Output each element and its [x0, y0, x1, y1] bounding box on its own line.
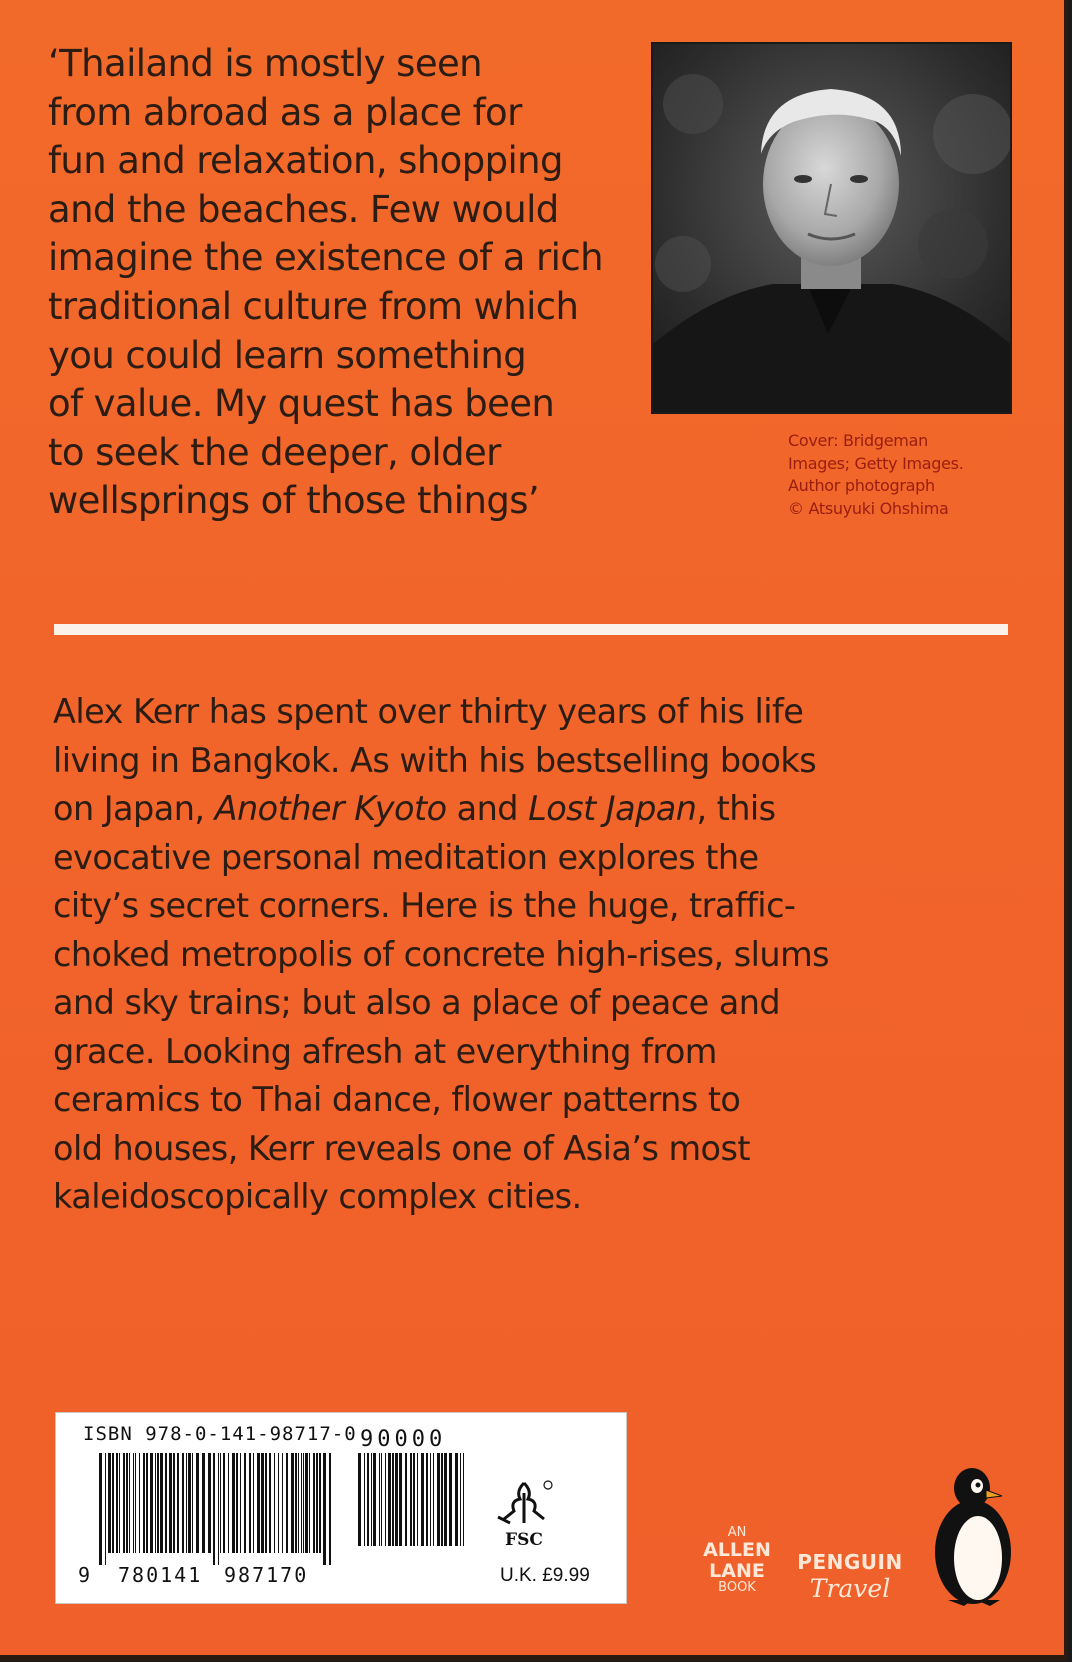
barcode-bar [381, 1453, 382, 1546]
barcode-bar [236, 1453, 238, 1553]
allen-lane-lane: LANE [709, 1560, 765, 1582]
barcode-bar [413, 1453, 415, 1546]
image-credits [788, 430, 1018, 520]
barcode-bar [196, 1453, 199, 1553]
barcode-digits-left: 780141 [118, 1563, 203, 1587]
barcode-bar [169, 1453, 172, 1553]
description-line: old houses, Kerr reveals one of Asia’s most [53, 1128, 750, 1168]
barcode-bar [455, 1453, 458, 1546]
barcode-bar [146, 1453, 148, 1553]
barcode-bar [116, 1453, 118, 1553]
description-line: living in Bangkok. As with his bestselling books [53, 740, 817, 780]
quote-line: from abroad as a place for [48, 90, 522, 134]
barcode-bar [232, 1453, 235, 1553]
barcode-prefix-digit: 9 [78, 1563, 91, 1587]
barcode-bar [99, 1453, 102, 1565]
barcode-bar [388, 1453, 391, 1546]
barcode-bar [265, 1453, 267, 1553]
barcode-bar [192, 1453, 193, 1553]
barcode-bar [463, 1453, 464, 1546]
barcode-bar [309, 1453, 310, 1553]
barcode-bar [253, 1453, 254, 1553]
barcode-bar [441, 1453, 443, 1546]
barcode-bar [437, 1453, 440, 1546]
description-line: choked metropolis of concrete high-rises, slums [53, 934, 830, 974]
description-text: and [446, 789, 529, 828]
description-line: evocative personal meditation explores the [53, 837, 759, 877]
barcode-bar [405, 1453, 407, 1546]
barcode-bar [392, 1453, 394, 1546]
barcode-bar [444, 1453, 447, 1546]
barcode-bar [123, 1453, 125, 1553]
barcode-bar [278, 1453, 279, 1553]
fsc-logo [484, 1479, 564, 1550]
barcode-bar [188, 1453, 191, 1553]
barcode-bar [295, 1453, 297, 1553]
author-photograph [651, 42, 1012, 414]
barcode-bar [395, 1453, 398, 1546]
barcode-bar [410, 1453, 412, 1546]
barcode-bar [202, 1453, 205, 1553]
barcode-bar [135, 1453, 136, 1553]
penguin-travel-imprint [790, 1550, 910, 1603]
barcode-bar [126, 1453, 128, 1553]
penguin-logo-icon [928, 1460, 1018, 1610]
barcode-bar [165, 1453, 167, 1553]
credit-line: Images; Getty Images. [788, 453, 964, 473]
barcode-bar [157, 1453, 159, 1553]
allen-lane-book: BOOK [718, 1580, 756, 1595]
barcode-bar [303, 1453, 304, 1553]
credit-line: © Atsuyuki Ohshima [788, 498, 949, 518]
barcode-bar [460, 1453, 461, 1546]
description-line: and sky trains; but also a place of peace and [53, 983, 781, 1022]
barcode-bar [399, 1453, 402, 1546]
barcode-bar [208, 1453, 211, 1553]
allen-lane-an: AN [727, 1525, 747, 1540]
barcode-bar [316, 1453, 318, 1553]
barcode-bar [186, 1453, 187, 1553]
author-quote [48, 40, 608, 526]
description-text: on Japan, [53, 789, 215, 828]
quote-line: ‘Thailand is mostly seen [48, 42, 482, 85]
barcode-bar [282, 1453, 283, 1553]
barcode-bar [182, 1453, 184, 1553]
barcode-digits-right: 987170 [224, 1563, 309, 1587]
barcode-bar [433, 1453, 434, 1546]
barcode-bar [220, 1453, 221, 1553]
barcode-bar [430, 1453, 431, 1546]
description-line: city’s secret corners. Here is the huge, traffic- [53, 886, 796, 925]
description-text: , this [696, 789, 776, 828]
barcode-bar [150, 1453, 153, 1553]
barcode-bar [119, 1453, 120, 1553]
barcode-bar [313, 1453, 315, 1553]
isbn-label: ISBN 978-0-141-98717-0 [83, 1423, 357, 1445]
barcode-panel [55, 1412, 627, 1604]
ean-barcode [99, 1453, 339, 1565]
barcode-bar [173, 1453, 175, 1553]
barcode-bar [105, 1453, 106, 1565]
allen-lane-logo [700, 1526, 774, 1594]
book-description [53, 688, 1013, 1222]
barcode-addon-digits: 90000 [360, 1427, 447, 1452]
credit-line: Cover: Bridgeman [788, 431, 928, 450]
barcode-bar [108, 1453, 111, 1553]
addon-barcode [358, 1453, 468, 1558]
quote-line: fun and relaxation, shopping [48, 139, 563, 183]
fsc-tree-icon [494, 1479, 554, 1525]
barcode-bar [364, 1453, 365, 1546]
barcode-bar [223, 1453, 225, 1553]
quote-line: of value. My quest has been [48, 382, 555, 426]
barcode-bar [240, 1453, 241, 1553]
barcode-bar [373, 1453, 376, 1546]
barcode-bar [329, 1453, 331, 1565]
book-title-lost-japan: Lost Japan [528, 789, 697, 828]
barcode-bar [257, 1453, 260, 1553]
penguin-wordmark: PENGUIN [797, 1550, 903, 1574]
barcode-bar [218, 1453, 219, 1565]
description-line: Alex Kerr has spent over thirty years of his life [53, 692, 804, 731]
barcode-bar [449, 1453, 452, 1546]
quote-line: to seek the deeper, older [48, 430, 501, 474]
barcode-bar [286, 1453, 288, 1553]
barcode-bar [177, 1453, 179, 1553]
quote-line: imagine the existence of a rich [48, 236, 603, 280]
barcode-bar [213, 1453, 215, 1565]
author-portrait-image [653, 44, 1010, 412]
barcode-bar [323, 1453, 326, 1565]
quote-line: and the beaches. Few would [48, 187, 559, 231]
barcode-bar [133, 1453, 134, 1553]
barcode-bar [421, 1453, 424, 1546]
quote-line: you could learn something [48, 333, 527, 377]
divider-rule [54, 624, 1008, 635]
credit-line: Author photograph [788, 476, 935, 495]
barcode-bar [160, 1453, 163, 1553]
barcode-bar [379, 1453, 380, 1546]
allen-lane-allen: ALLEN [703, 1539, 771, 1561]
book-title-another-kyoto: Another Kyoto [214, 789, 447, 828]
barcode-bar [291, 1453, 294, 1553]
quote-line: traditional culture from which [48, 284, 579, 328]
barcode-bar [385, 1453, 386, 1546]
barcode-bar [155, 1453, 156, 1553]
price-label: U.K. £9.99 [500, 1565, 590, 1586]
barcode-bar [249, 1453, 251, 1553]
barcode-bar [358, 1453, 361, 1546]
barcode-bar [305, 1453, 308, 1553]
barcode-bar [301, 1453, 302, 1553]
barcode-bar [261, 1453, 264, 1553]
barcode-bar [371, 1453, 372, 1546]
description-line [53, 785, 1013, 834]
description-line: ceramics to Thai dance, flower patterns to [53, 1080, 741, 1119]
barcode-bar [228, 1453, 229, 1553]
barcode-bar [298, 1453, 299, 1553]
description-line: grace. Looking afresh at everything from [53, 1031, 717, 1071]
barcode-bar [417, 1453, 418, 1546]
fsc-label: FSC [505, 1530, 543, 1550]
barcode-bar [269, 1453, 271, 1553]
barcode-bar [319, 1453, 321, 1553]
barcode-bar [143, 1453, 145, 1553]
barcode-bar [129, 1453, 130, 1553]
description-line: kaleidoscopically complex cities. [53, 1177, 582, 1216]
barcode-bar [274, 1453, 275, 1553]
barcode-bar [244, 1453, 246, 1553]
barcode-bar [112, 1453, 114, 1553]
quote-line: wellsprings of those things’ [48, 479, 540, 523]
barcode-bar [367, 1453, 369, 1546]
travel-wordmark: Travel [809, 1574, 891, 1603]
barcode-bar [426, 1453, 428, 1546]
barcode-bar [139, 1453, 140, 1553]
